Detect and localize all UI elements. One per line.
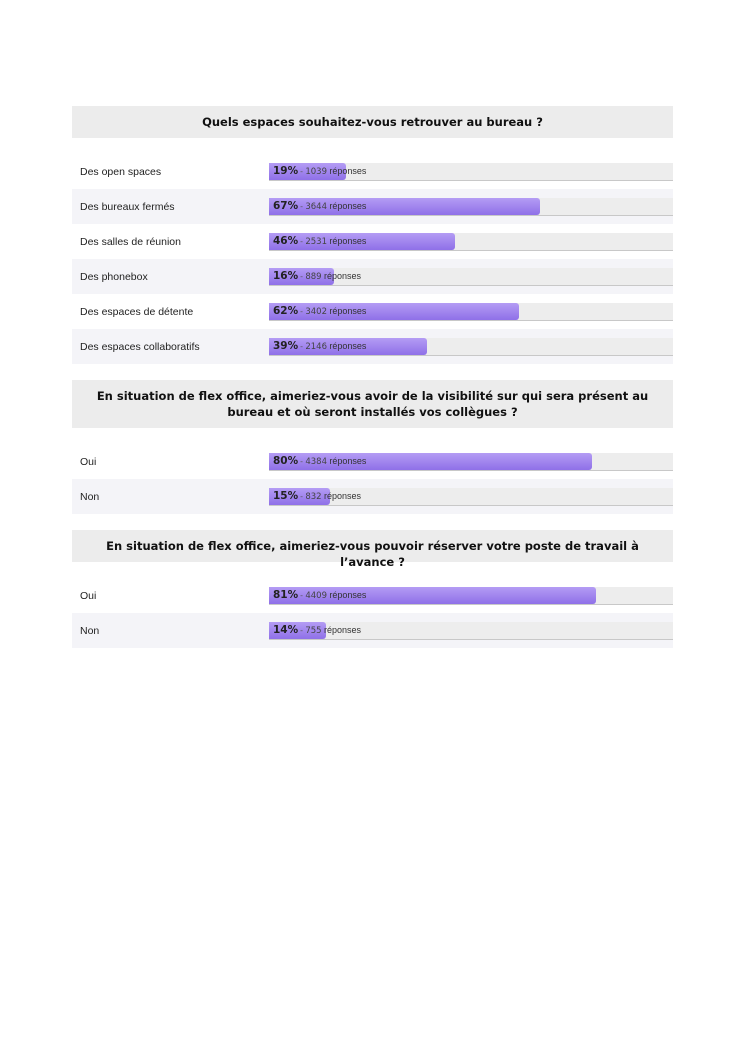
answer-label: Des espaces de détente [80, 305, 194, 318]
response-count: 4409 [305, 590, 327, 601]
bar-track [269, 163, 673, 181]
bar-label [273, 233, 366, 250]
response-count: 2146 [305, 341, 327, 352]
answer-row [72, 444, 673, 479]
bar-label [273, 163, 366, 180]
bar-label [273, 268, 361, 285]
answer-label: Oui [80, 589, 97, 602]
bar-track [269, 587, 673, 605]
separator: - [300, 455, 303, 466]
bar-label [273, 622, 361, 639]
response-unit: réponses [329, 165, 367, 176]
bar-track [269, 338, 673, 356]
separator: - [300, 235, 303, 246]
bar-track [269, 268, 673, 286]
percent-label: 39% [273, 339, 299, 352]
answer-list [72, 444, 673, 514]
response-unit: réponses [323, 490, 361, 501]
bar-track [269, 622, 673, 640]
survey-question-1 [72, 106, 673, 364]
response-unit: réponses [329, 200, 367, 211]
answer-row [72, 294, 673, 329]
response-unit: réponses [323, 270, 361, 281]
bar-label [273, 338, 366, 355]
separator: - [300, 270, 303, 281]
separator: - [300, 165, 303, 176]
response-count: 3644 [305, 201, 327, 212]
response-unit: réponses [329, 455, 367, 466]
bar-track [269, 233, 673, 251]
bar-label [273, 303, 366, 320]
response-unit: réponses [329, 589, 367, 600]
response-unit: réponses [329, 305, 367, 316]
answer-label: Non [80, 490, 100, 503]
bar-label [273, 198, 366, 215]
bar-track [269, 198, 673, 216]
percent-label: 67% [273, 199, 299, 212]
bar-track [269, 453, 673, 471]
answer-row [72, 613, 673, 648]
separator: - [300, 340, 303, 351]
separator: - [300, 305, 303, 316]
question-title: En situation de flex office, aimeriez-vous avoir de la visibilité sur qui sera présent au bureau et où seront installés vos collègues ? [72, 380, 673, 428]
bar-track [269, 488, 673, 506]
response-unit: réponses [323, 624, 361, 635]
percent-label: 81% [273, 588, 299, 601]
percent-label: 62% [273, 304, 299, 317]
answer-row [72, 154, 673, 189]
response-count: 832 [305, 491, 322, 502]
response-unit: réponses [329, 235, 367, 246]
answer-row [72, 578, 673, 613]
percent-label: 15% [273, 489, 299, 502]
bar-label [273, 453, 366, 470]
answer-row [72, 259, 673, 294]
answer-list [72, 578, 673, 648]
answer-label: Oui [80, 455, 97, 468]
answer-row [72, 189, 673, 224]
percent-label: 19% [273, 164, 299, 177]
percent-label: 80% [273, 454, 299, 467]
percent-label: 14% [273, 623, 299, 636]
answer-row [72, 329, 673, 364]
separator: - [300, 624, 303, 635]
answer-label: Des phonebox [80, 270, 148, 283]
answer-row [72, 479, 673, 514]
response-count: 1039 [305, 166, 327, 177]
separator: - [300, 589, 303, 600]
answer-label: Des salles de réunion [80, 235, 181, 248]
percent-label: 46% [273, 234, 299, 247]
bar-track [269, 303, 673, 321]
question-title: En situation de flex office, aimeriez-vous pouvoir réserver votre poste de travail à l’avance ? [72, 530, 673, 562]
response-count: 755 [305, 625, 322, 636]
answer-label: Des espaces collaboratifs [80, 340, 200, 353]
response-count: 2531 [305, 236, 327, 247]
answer-label: Des open spaces [80, 165, 162, 178]
survey-question-3 [72, 530, 673, 648]
response-count: 4384 [305, 456, 327, 467]
response-unit: réponses [329, 340, 367, 351]
percent-label: 16% [273, 269, 299, 282]
separator: - [300, 490, 303, 501]
answer-label: Non [80, 624, 100, 637]
bar-label [273, 488, 361, 505]
separator: - [300, 200, 303, 211]
question-title: Quels espaces souhaitez-vous retrouver au bureau ? [72, 106, 673, 138]
bar-label [273, 587, 366, 604]
survey-results [72, 106, 673, 664]
answer-label: Des bureaux fermés [80, 200, 175, 213]
response-count: 889 [305, 271, 322, 282]
response-count: 3402 [305, 306, 327, 317]
survey-question-2 [72, 380, 673, 514]
answer-row [72, 224, 673, 259]
answer-list [72, 154, 673, 364]
